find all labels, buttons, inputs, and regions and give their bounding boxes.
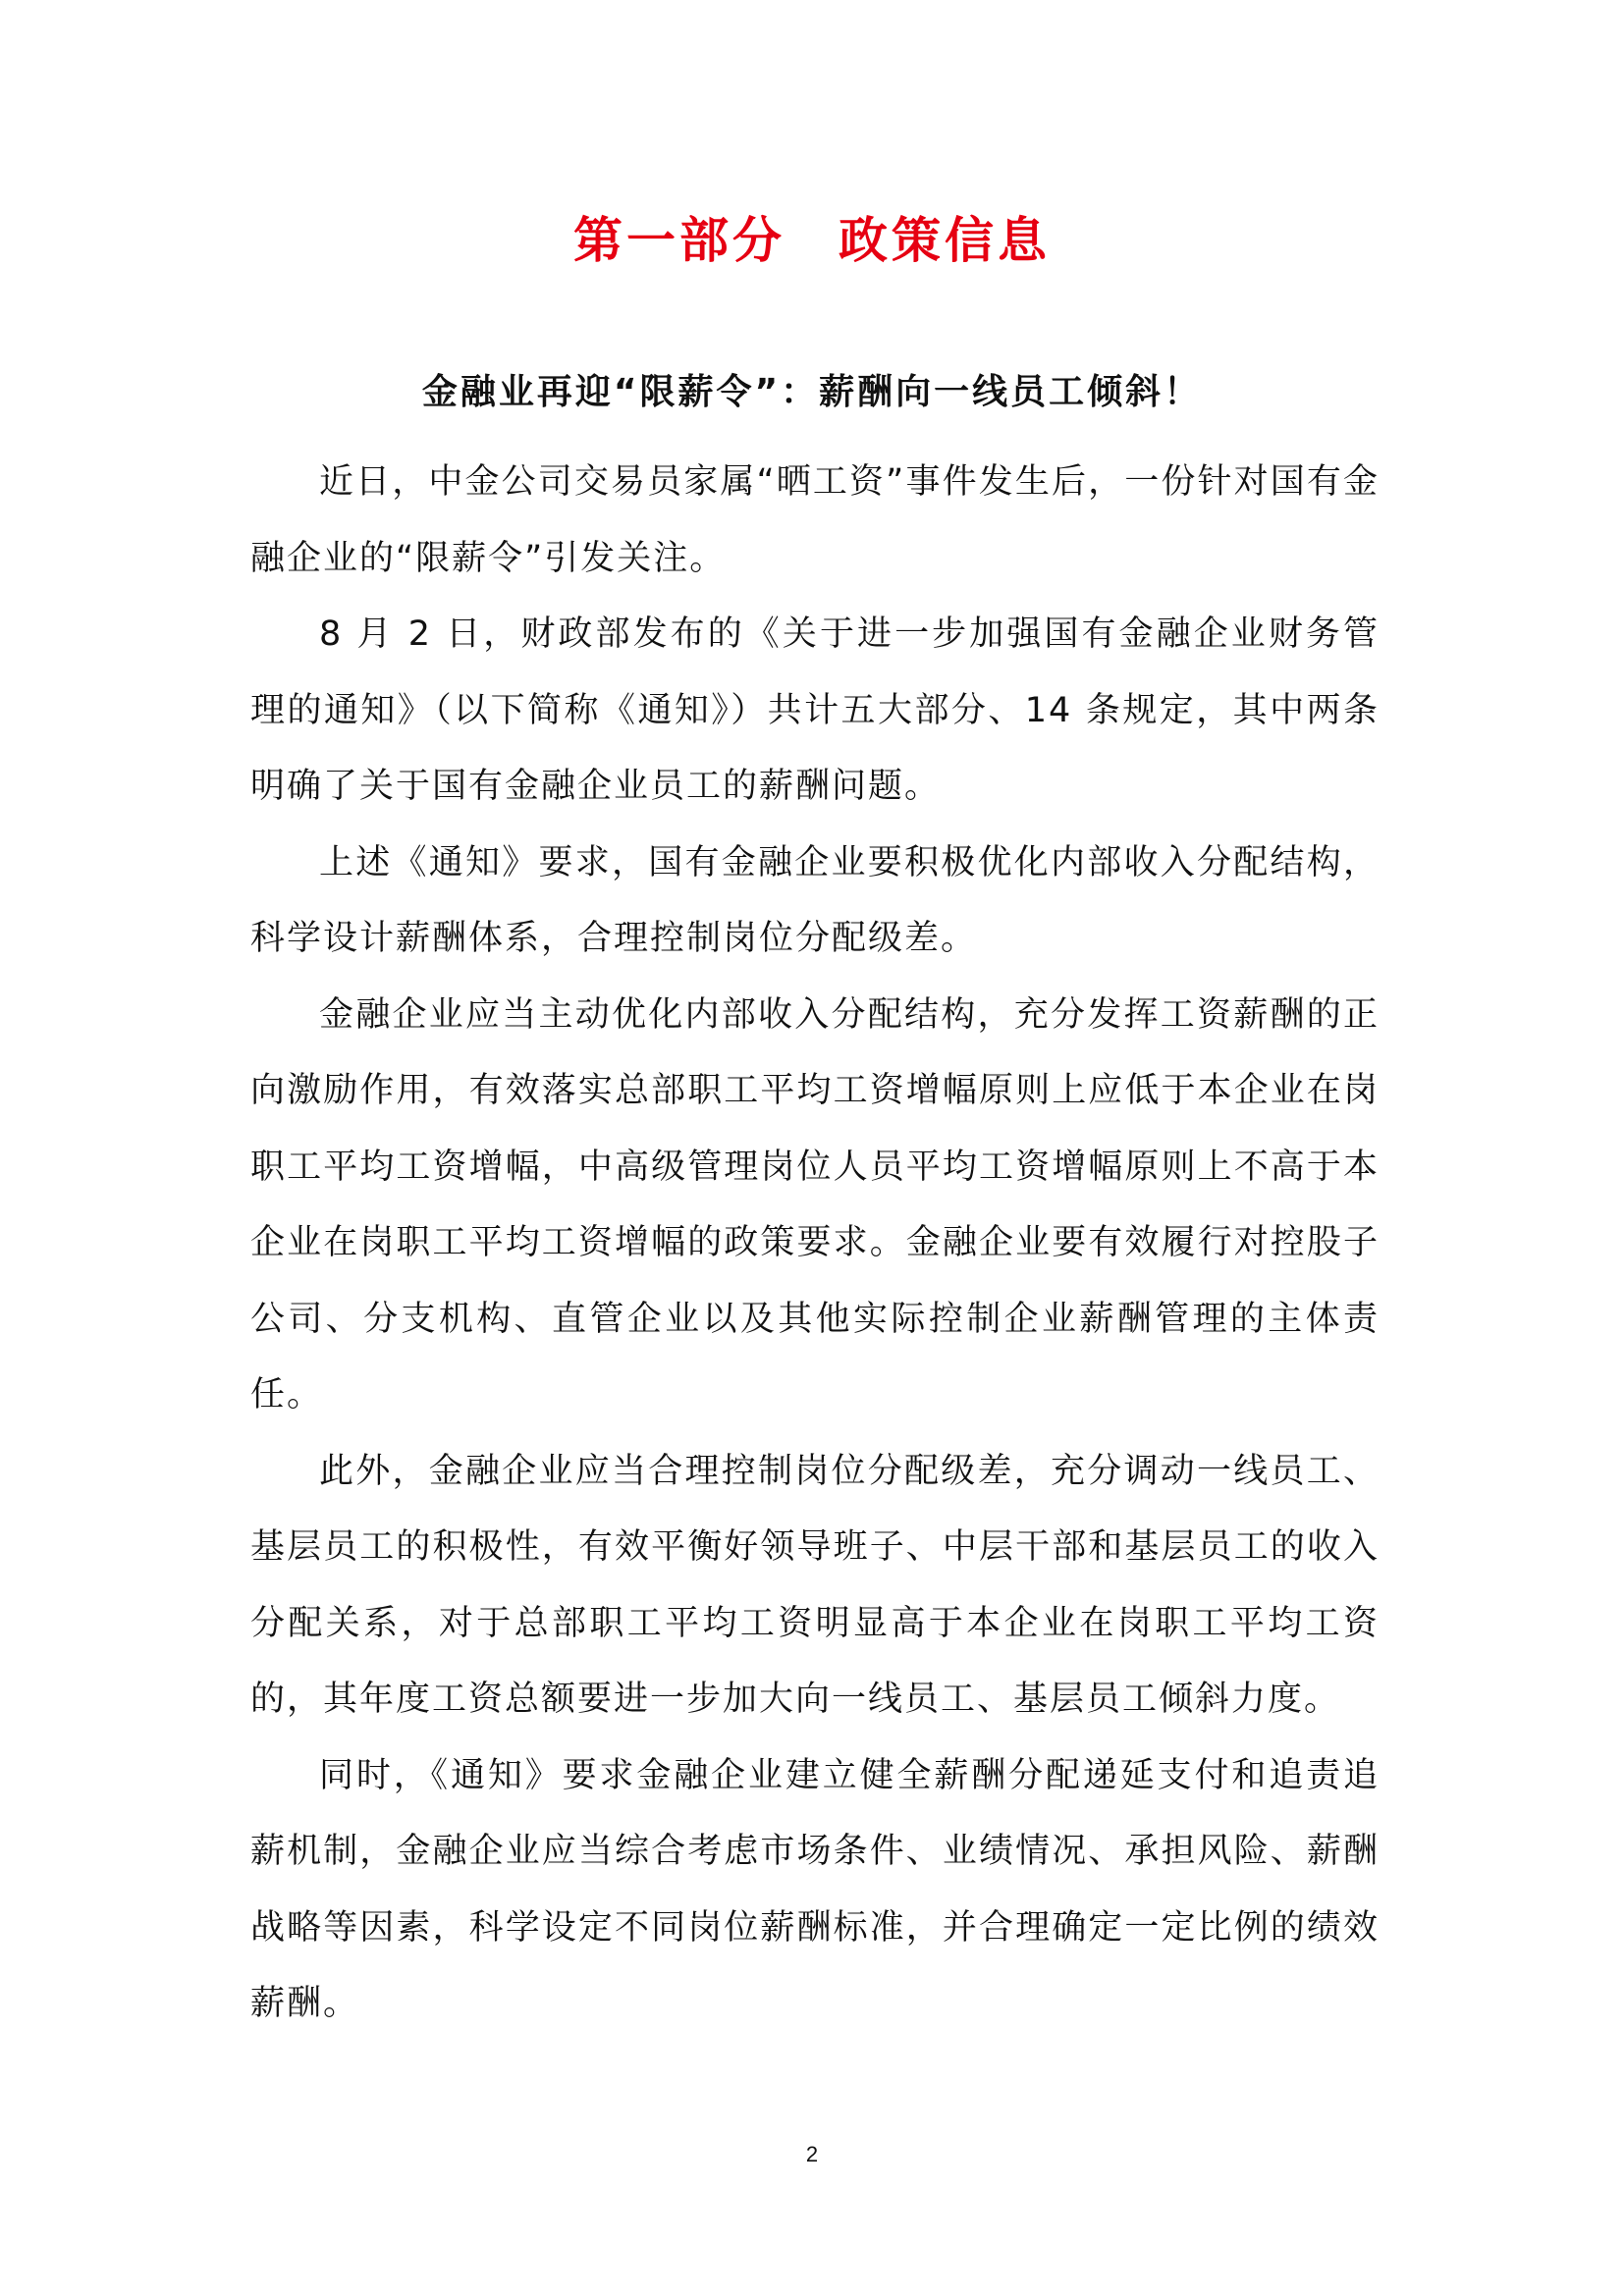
paragraph: 同时，《通知》要求金融企业建立健全薪酬分配递延支付和追责追薪机制，金融企业应当综合考虑市场条件、业绩情况、承担风险、薪酬战略等因素，科学设定不同岗位薪酬标准，并合理确定一定比例的绩效薪酬。 [250, 1755, 1380, 2023]
section-title: 第一部分 政策信息 [573, 212, 1051, 269]
paragraph: 金融企业应当主动优化内部收入分配结构，充分发挥工资薪酬的正向激励作用，有效落实总部职工平均工资增幅原则上应低于本企业在岗职工平均工资增幅，中高级管理岗位人员平均工资增幅原则上不高于本企业在岗职工平均工资增幅的政策要求。金融企业要有效履行对控股子公司、分支机构、直管企业以及其他实际控制企业薪酬管理的主体责任。 [250, 994, 1380, 1415]
paragraph: 此外，金融企业应当合理控制岗位分配级差，充分调动一线员工、基层员工的积极性，有效平衡好领导班子、中层干部和基层员工的收入分配关系，对于总部职工平均工资明显高于本企业在岗职工平均工资的，其年度工资总额要进一步加大向一线员工、基层员工倾斜力度。 [250, 1451, 1380, 1719]
paragraph: 近日，中金公司交易员家属“晒工资”事件发生后，一份针对国有金融企业的“限薪令”引发关注。 [250, 462, 1380, 578]
paragraph: 8 月 2 日，财政部发布的《关于进一步加强国有金融企业财务管理的通知》（以下简称《通知》）共计五大部分、14 条规定，其中两条明确了关于国有金融企业员工的薪酬问题。 [250, 614, 1380, 806]
article-body [250, 445, 1380, 2043]
page-number: 2 [805, 2142, 819, 2166]
article-title: 金融业再迎“限薪令”：薪酬向一线员工倾斜！ [421, 372, 1203, 412]
paragraph: 上述《通知》要求，国有金融企业要积极优化内部收入分配结构，科学设计薪酬体系，合理控制岗位分配级差。 [250, 842, 1380, 958]
